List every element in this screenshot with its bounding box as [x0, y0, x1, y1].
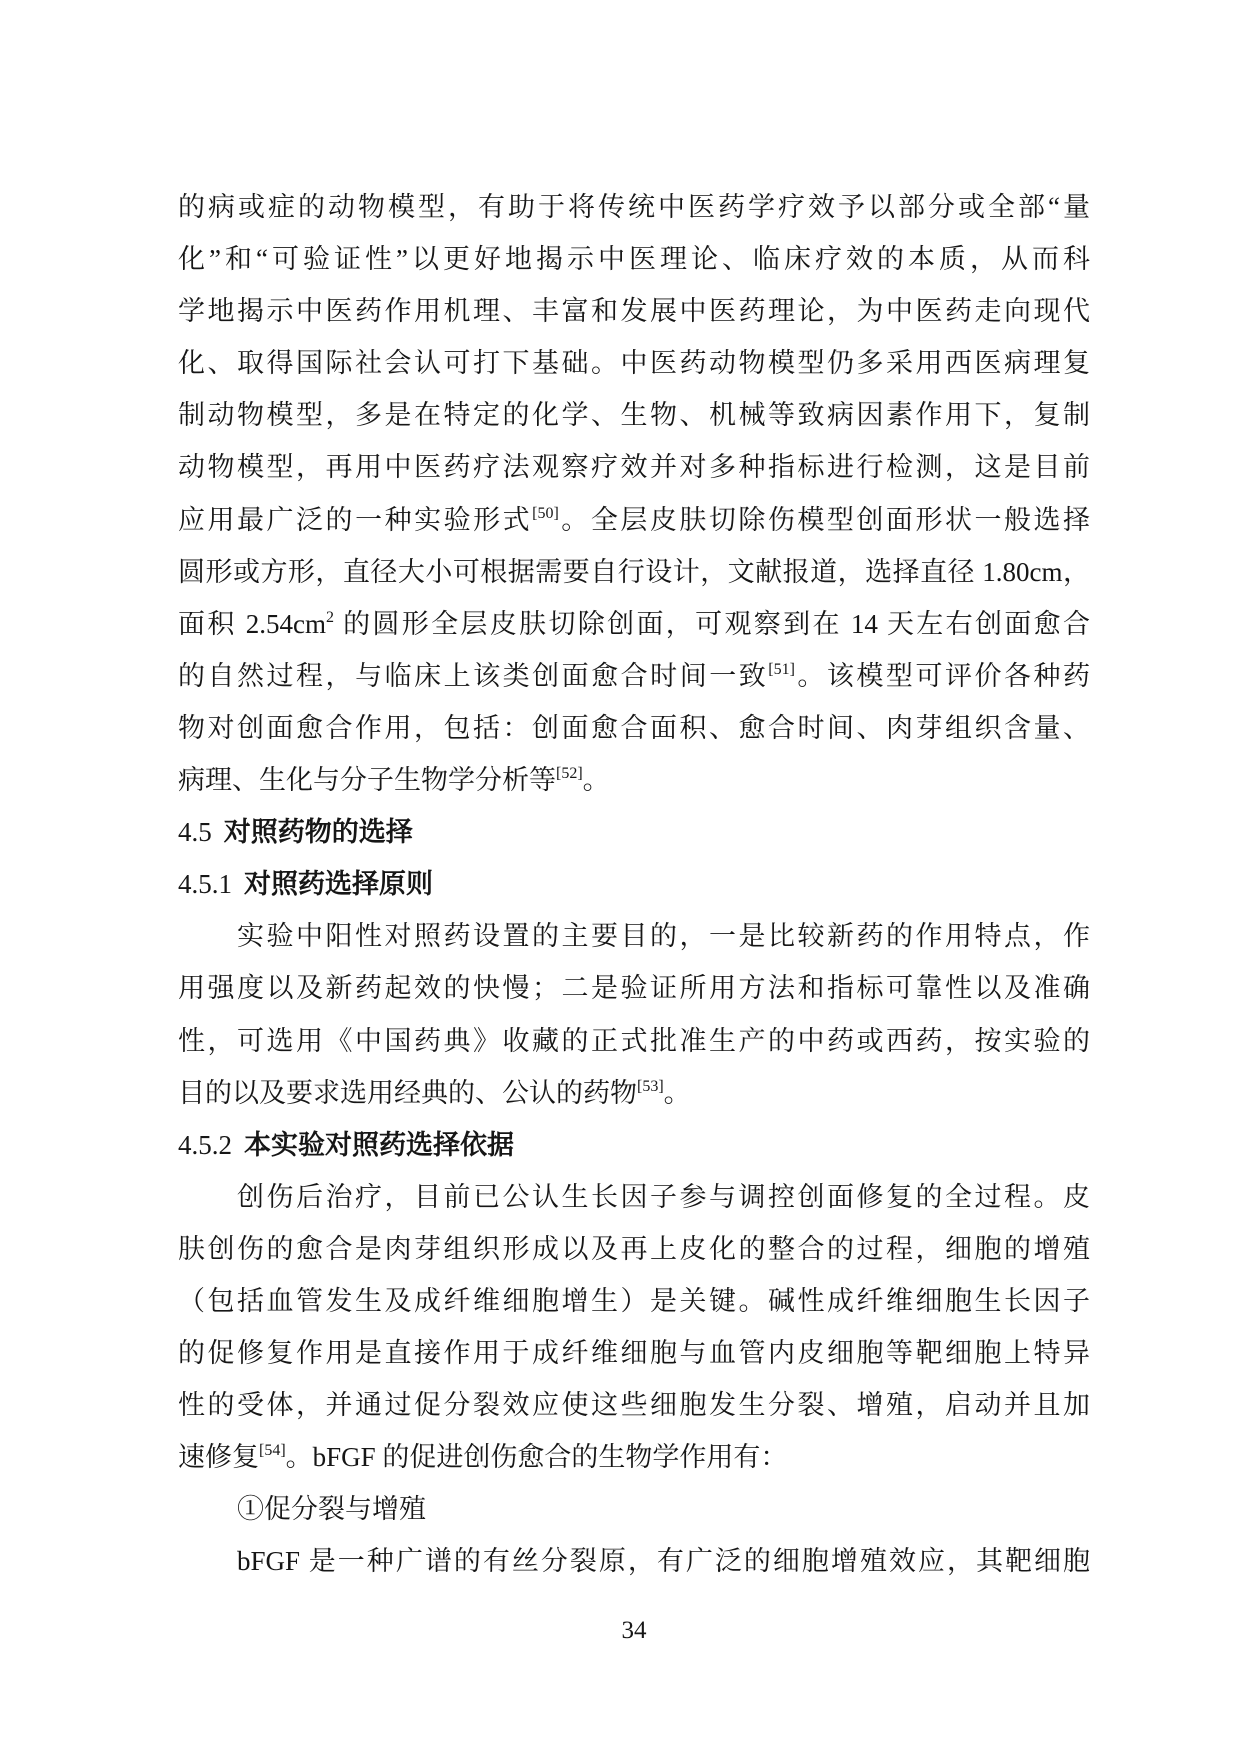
- paragraph: [178, 1535, 1090, 1587]
- text-line: [178, 598, 1090, 650]
- section-heading-4-5-1: [178, 858, 1090, 910]
- citation-ref: [51]: [768, 660, 795, 678]
- citation-ref: [53]: [637, 1077, 664, 1095]
- text-line: [178, 650, 1090, 702]
- text-line: （包括血管发生及成纤维细胞增生）是关键。碱性成纤维细胞生长因子: [178, 1285, 1090, 1316]
- text-line: 创伤后治疗，目前已公认生长因子参与调控创面修复的全过程。皮: [237, 1181, 1090, 1212]
- text-line: 肤创伤的愈合是肉芽组织形成以及再上皮化的整合的过程，细胞的增殖: [178, 1233, 1090, 1264]
- section-number: 4.5.2: [178, 1129, 232, 1160]
- citation-ref: [50]: [532, 504, 559, 522]
- line-text: 应用最广泛的一种实验形式: [178, 504, 533, 535]
- paragraph: [178, 1171, 1090, 1484]
- text-line: 制动物模型，多是在特定的化学、生物、机械等致病因素作用下，复制: [178, 400, 1090, 431]
- text-line: 化、取得国际社会认可打下基础。中医药动物模型仍多采用西医病理复: [178, 348, 1090, 379]
- superscript-exponent: 2: [326, 608, 334, 626]
- line-text: 。全层皮肤切除伤模型创面形状一般选择: [558, 504, 1091, 535]
- text-line: 物对创面愈合作用，包括：创面愈合面积、愈合时间、肉芽组织含量、: [178, 712, 1090, 743]
- section-title: 本实验对照药选择依据: [244, 1129, 514, 1161]
- section-number: 4.5.1: [178, 869, 232, 900]
- paragraph: [178, 181, 1090, 806]
- text-line: 用强度以及新药起效的快慢；二是验证所用方法和指标可靠性以及准确: [178, 973, 1090, 1004]
- text-line: [178, 1067, 1090, 1119]
- text-line: 性的受体，并通过促分裂效应使这些细胞发生分裂、增殖，启动并且加: [178, 1390, 1090, 1421]
- text-line: 实验中阳性对照药设置的主要目的，一是比较新药的作用特点，作: [237, 921, 1090, 952]
- section-title: 对照药选择原则: [244, 869, 433, 901]
- section-heading-4-5: [178, 806, 1090, 858]
- line-text: 。: [663, 1077, 691, 1108]
- line-text: 。该模型可评价各种药: [794, 660, 1091, 691]
- text-line: 性，可选用《中国药典》收藏的正式批准生产的中药或西药，按实验的: [178, 1025, 1090, 1056]
- text-line: bFGF 是一种广谱的有丝分裂原，有广泛的细胞增殖效应，其靶细胞: [237, 1546, 1090, 1577]
- page-number: 34: [621, 1617, 647, 1644]
- citation-ref: [52]: [556, 765, 583, 783]
- text-line: [178, 754, 1090, 806]
- text-line: [178, 1431, 1090, 1483]
- section-title: 对照药物的选择: [223, 817, 413, 849]
- line-text: 面积 2.54cm: [178, 608, 326, 639]
- line-text: 。bFGF 的促进创伤愈合的生物学作用有：: [285, 1442, 788, 1473]
- paragraph: [178, 910, 1090, 1118]
- line-text: 的自然过程，与临床上该类创面愈合时间一致: [178, 660, 769, 691]
- line-text: 速修复: [178, 1442, 259, 1473]
- line-text: 目的以及要求选用经典的、公认的药物: [178, 1077, 637, 1108]
- line-text: 。: [582, 765, 610, 796]
- text-line: 的病或症的动物模型，有助于将传统中医药学疗效予以部分或全部“量: [178, 192, 1090, 222]
- text-line: 动物模型，再用中医药疗法观察疗效并对多种指标进行检测，这是目前: [178, 452, 1090, 483]
- list-item: ①促分裂与增殖: [237, 1494, 426, 1525]
- line-text: 的圆形全层皮肤切除创面，可观察到在 14 天左右创面愈合: [334, 608, 1090, 639]
- text-line: 圆形或方形，直径大小可根据需要自行设计，文献报道，选择直径 1.80cm，: [178, 556, 1090, 587]
- section-number: 4.5: [178, 817, 212, 848]
- citation-ref: [54]: [259, 1442, 286, 1460]
- text-line: 学地揭示中医药作用机理、丰富和发展中医药理论，为中医药走向现代: [178, 296, 1090, 327]
- section-heading-4-5-2: [178, 1119, 1090, 1171]
- text-line: [178, 494, 1090, 546]
- text-body: [178, 181, 1090, 1588]
- text-line: 的促修复作用是直接作用于成纤维细胞与血管内皮细胞等靶细胞上特异: [178, 1338, 1090, 1369]
- line-text: 病理、生化与分子生物学分析等: [178, 765, 556, 796]
- text-line: 化”和“可验证性”以更好地揭示中医理论、临床疗效的本质，从而科: [178, 244, 1090, 275]
